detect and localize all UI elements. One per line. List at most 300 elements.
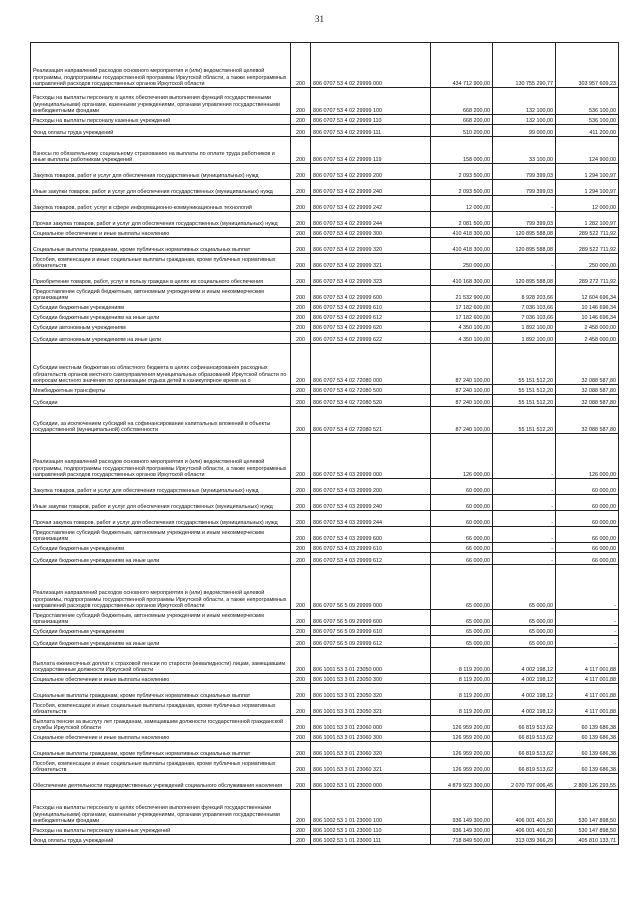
unexecuted-amount-cell: - <box>556 610 619 626</box>
table-row <box>31 553 619 565</box>
approved-amount-cell: 21 532 900,00 <box>431 286 493 302</box>
executed-amount-cell: - <box>493 527 556 543</box>
executed-amount-cell: - <box>493 254 556 270</box>
classification-code-cell: 806 0707 53 4 03 29999 612 <box>311 553 431 565</box>
table-row <box>31 674 619 684</box>
classification-code-cell: 806 0707 56 5 09 29999 612 <box>311 636 431 648</box>
line-code-cell: 200 <box>291 626 311 636</box>
expense-name-cell: Социальные выплаты гражданам, кроме публичных нормативных социальных выплат <box>31 238 291 254</box>
classification-code-cell: 806 0707 53 4 03 29999 000 <box>311 434 431 479</box>
line-code-cell: 200 <box>291 700 311 716</box>
approved-amount-cell: 8 119 200,00 <box>431 700 493 716</box>
table-row <box>31 758 619 774</box>
approved-amount-cell: 126 959 200,00 <box>431 758 493 774</box>
expense-name-cell: Субсидии автономным учреждениям на иные цели <box>31 332 291 344</box>
classification-code-cell: 806 0707 53 4 02 29999 600 <box>311 286 431 302</box>
line-code-cell: 200 <box>291 43 311 88</box>
approved-amount-cell: 87 240 100,00 <box>431 395 493 407</box>
classification-code-cell: 806 0707 53 4 02 29999 320 <box>311 238 431 254</box>
approved-amount-cell: 87 240 100,00 <box>431 344 493 385</box>
line-code-cell: 200 <box>291 395 311 407</box>
executed-amount-cell: - <box>493 543 556 553</box>
approved-amount-cell: 87 240 100,00 <box>431 385 493 395</box>
expense-name-cell: Расходы на выплаты персоналу в целях обеспечения выполнения функций государственными (муниципальными) органами, казенными учреждениями, органами управления государственными внебюджетными фондами <box>31 88 291 115</box>
line-code-cell: 200 <box>291 553 311 565</box>
expense-name-cell: Реализация направлений расходов основного мероприятия и (или) ведомственной целевой программы, подпрограммы государственной программы Иркутской области, а также непрограммных направлений расходов государственных органов Иркутской области <box>31 565 291 610</box>
classification-code-cell: 806 0707 53 4 02 29999 300 <box>311 228 431 238</box>
classification-code-cell: 806 1001 53 3 01 23050 320 <box>311 684 431 700</box>
table-row <box>31 648 619 674</box>
expense-name-cell: Субсидии бюджетным учреждениям <box>31 543 291 553</box>
table-row <box>31 732 619 742</box>
unexecuted-amount-cell: 303 957 609,23 <box>556 43 619 88</box>
table-row <box>31 610 619 626</box>
executed-amount-cell: 132 100,00 <box>493 115 556 125</box>
classification-code-cell: 806 0707 53 4 02 29999 200 <box>311 164 431 180</box>
line-code-cell: 200 <box>291 407 311 434</box>
line-code-cell: 200 <box>291 254 311 270</box>
executed-amount-cell: 55 151 512,20 <box>493 407 556 434</box>
approved-amount-cell: 434 712 900,00 <box>431 43 493 88</box>
unexecuted-amount-cell: 126 000,00 <box>556 434 619 479</box>
executed-amount-cell: 55 151 512,20 <box>493 395 556 407</box>
classification-code-cell: 806 0707 53 4 03 29999 600 <box>311 527 431 543</box>
table-row <box>31 137 619 164</box>
expense-name-cell: Пособия, компенсации и иные социальные выплаты гражданам, кроме публичных нормативных обязательств <box>31 700 291 716</box>
classification-code-cell: 806 0707 53 4 02 29999 110 <box>311 115 431 125</box>
unexecuted-amount-cell: 60 139 686,38 <box>556 742 619 758</box>
table-row <box>31 479 619 495</box>
expense-name-cell: Социальное обеспечение и иные выплаты населению <box>31 674 291 684</box>
unexecuted-amount-cell: 10 146 696,34 <box>556 302 619 312</box>
approved-amount-cell: 60 000,00 <box>431 511 493 527</box>
table-row <box>31 626 619 636</box>
classification-code-cell: 806 0707 53 4 02 29999 119 <box>311 137 431 164</box>
expense-name-cell: Предоставление субсидий бюджетным, автономным учреждениям и иным некоммерческим организациям <box>31 286 291 302</box>
classification-code-cell: 806 1001 53 3 01 23060 321 <box>311 758 431 774</box>
unexecuted-amount-cell: 289 522 711,92 <box>556 228 619 238</box>
unexecuted-amount-cell: 405 810 133,71 <box>556 835 619 845</box>
unexecuted-amount-cell: 1 294 100,97 <box>556 180 619 196</box>
executed-amount-cell: - <box>493 511 556 527</box>
approved-amount-cell: 718 849 500,00 <box>431 835 493 845</box>
expense-name-cell: Закупка товаров, работ и услуг для обеспечения государственных (муниципальных) нужд <box>31 164 291 180</box>
unexecuted-amount-cell: 124 900,00 <box>556 137 619 164</box>
table-row <box>31 270 619 286</box>
table-row <box>31 196 619 212</box>
table-row <box>31 716 619 732</box>
unexecuted-amount-cell: 12 000,00 <box>556 196 619 212</box>
executed-amount-cell: 99 000,00 <box>493 125 556 137</box>
approved-amount-cell: 410 418 300,00 <box>431 238 493 254</box>
executed-amount-cell: 4 002 198,12 <box>493 674 556 684</box>
table-body <box>31 43 619 845</box>
classification-code-cell: 806 1001 53 3 01 23060 000 <box>311 716 431 732</box>
unexecuted-amount-cell: - <box>556 626 619 636</box>
expense-name-cell: Субсидии бюджетным учреждениям на иные цели <box>31 636 291 648</box>
classification-code-cell: 806 1002 53 1 01 23000 111 <box>311 835 431 845</box>
unexecuted-amount-cell: 60 000,00 <box>556 495 619 511</box>
expense-name-cell: Фонд оплаты труда учреждений <box>31 835 291 845</box>
line-code-cell: 200 <box>291 286 311 302</box>
line-code-cell: 200 <box>291 479 311 495</box>
line-code-cell: 200 <box>291 835 311 845</box>
line-code-cell: 200 <box>291 137 311 164</box>
expense-name-cell: Взносы по обязательному социальному страхованию на выплаты по оплате труда работников и иные выплаты работникам учреждений <box>31 137 291 164</box>
table-row <box>31 495 619 511</box>
approved-amount-cell: 4 350 100,00 <box>431 332 493 344</box>
approved-amount-cell: 66 000,00 <box>431 543 493 553</box>
expense-name-cell: Социальные выплаты гражданам, кроме публичных нормативных социальных выплат <box>31 684 291 700</box>
unexecuted-amount-cell: 66 000,00 <box>556 553 619 565</box>
line-code-cell: 200 <box>291 88 311 115</box>
line-code-cell: 200 <box>291 543 311 553</box>
table-row <box>31 700 619 716</box>
unexecuted-amount-cell: 536 100,00 <box>556 115 619 125</box>
table-row <box>31 115 619 125</box>
unexecuted-amount-cell: 4 117 001,88 <box>556 684 619 700</box>
table-row <box>31 636 619 648</box>
expense-name-cell: Субсидии автономным учреждениям <box>31 322 291 332</box>
expense-name-cell: Субсидии, за исключением субсидий на софинансирование капитальных вложений в объекты государственной (муниципальной) собственности <box>31 407 291 434</box>
classification-code-cell: 806 0707 53 4 02 29999 100 <box>311 88 431 115</box>
executed-amount-cell: 799 399,03 <box>493 180 556 196</box>
classification-code-cell: 806 1002 53 1 01 23000 000 <box>311 774 431 790</box>
line-code-cell: 200 <box>291 684 311 700</box>
approved-amount-cell: 60 000,00 <box>431 479 493 495</box>
table-row <box>31 43 619 88</box>
classification-code-cell: 806 0707 53 4 02 72080 521 <box>311 407 431 434</box>
unexecuted-amount-cell: 60 000,00 <box>556 511 619 527</box>
approved-amount-cell: 4 879 923 300,00 <box>431 774 493 790</box>
approved-amount-cell: 66 000,00 <box>431 553 493 565</box>
executed-amount-cell: 799 399,03 <box>493 212 556 228</box>
unexecuted-amount-cell: 530 147 898,50 <box>556 790 619 825</box>
table-row <box>31 835 619 845</box>
classification-code-cell: 806 1001 53 3 01 23050 321 <box>311 700 431 716</box>
expense-name-cell: Субсидии бюджетным учреждениям <box>31 626 291 636</box>
executed-amount-cell: 1 892 100,00 <box>493 332 556 344</box>
expense-name-cell: Расходы на выплаты персоналу казенных учреждений <box>31 115 291 125</box>
line-code-cell: 200 <box>291 180 311 196</box>
approved-amount-cell: 2 081 500,00 <box>431 212 493 228</box>
classification-code-cell: 806 0707 53 4 02 29999 612 <box>311 312 431 322</box>
classification-code-cell: 806 0707 53 4 03 29999 244 <box>311 511 431 527</box>
executed-amount-cell: - <box>493 553 556 565</box>
expense-name-cell: Пособия, компенсации и иные социальные выплаты гражданам, кроме публичных нормативных обязательств <box>31 758 291 774</box>
line-code-cell: 200 <box>291 302 311 312</box>
table-row <box>31 774 619 790</box>
executed-amount-cell: 65 000,00 <box>493 565 556 610</box>
executed-amount-cell: 130 755 290,77 <box>493 43 556 88</box>
table-row <box>31 312 619 322</box>
approved-amount-cell: 126 959 200,00 <box>431 742 493 758</box>
line-code-cell: 200 <box>291 344 311 385</box>
executed-amount-cell: 65 000,00 <box>493 610 556 626</box>
unexecuted-amount-cell: 66 000,00 <box>556 543 619 553</box>
line-code-cell: 200 <box>291 212 311 228</box>
classification-code-cell: 806 1001 53 3 01 23060 320 <box>311 742 431 758</box>
executed-amount-cell: 2 070 797 006,45 <box>493 774 556 790</box>
executed-amount-cell: - <box>493 479 556 495</box>
executed-amount-cell: 66 819 513,62 <box>493 758 556 774</box>
approved-amount-cell: 668 200,00 <box>431 115 493 125</box>
executed-amount-cell: 4 002 198,12 <box>493 648 556 674</box>
expense-name-cell: Субсидии бюджетным учреждениям <box>31 302 291 312</box>
unexecuted-amount-cell: 289 522 711,92 <box>556 238 619 254</box>
expense-name-cell: Закупка товаров, работ, услуг в сфере информационно-коммуникационных технологий <box>31 196 291 212</box>
executed-amount-cell: 406 001 401,50 <box>493 825 556 835</box>
executed-amount-cell: 55 151 512,20 <box>493 385 556 395</box>
expense-name-cell: Реализация направлений расходов основного мероприятия и (или) ведомственной целевой программы, подпрограммы государственной программы Иркутской области, а также непрограммных направлений расходов государственных органов Иркутской области <box>31 43 291 88</box>
executed-amount-cell: 66 819 513,62 <box>493 742 556 758</box>
line-code-cell: 200 <box>291 238 311 254</box>
approved-amount-cell: 410 418 300,00 <box>431 228 493 238</box>
unexecuted-amount-cell: 536 100,00 <box>556 88 619 115</box>
table-row <box>31 790 619 825</box>
executed-amount-cell: - <box>493 434 556 479</box>
line-code-cell: 200 <box>291 636 311 648</box>
expense-name-cell: Прочая закупка товаров, работ и услуг для обеспечения государственных (муниципальных) нужд <box>31 212 291 228</box>
unexecuted-amount-cell: 530 147 898,50 <box>556 825 619 835</box>
expense-name-cell: Субсидии <box>31 395 291 407</box>
expense-name-cell: Пособия, компенсации и иные социальные выплаты гражданам, кроме публичных нормативных обязательств <box>31 254 291 270</box>
executed-amount-cell: 1 892 100,00 <box>493 322 556 332</box>
expense-name-cell: Социальное обеспечение и иные выплаты населению <box>31 732 291 742</box>
approved-amount-cell: 65 000,00 <box>431 565 493 610</box>
approved-amount-cell: 250 000,00 <box>431 254 493 270</box>
unexecuted-amount-cell: 1 294 100,97 <box>556 164 619 180</box>
classification-code-cell: 806 0707 53 4 03 29999 200 <box>311 479 431 495</box>
expense-name-cell: Обеспечение деятельности подведомственных учреждений социального обслуживания населения <box>31 774 291 790</box>
line-code-cell: 200 <box>291 164 311 180</box>
line-code-cell: 200 <box>291 115 311 125</box>
expense-name-cell: Субсидии бюджетным учреждениям на иные цели <box>31 553 291 565</box>
classification-code-cell: 806 0707 53 4 03 29999 240 <box>311 495 431 511</box>
classification-code-cell: 806 0707 53 4 02 29999 323 <box>311 270 431 286</box>
executed-amount-cell: 66 819 513,62 <box>493 732 556 742</box>
line-code-cell: 200 <box>291 758 311 774</box>
unexecuted-amount-cell: 4 117 001,88 <box>556 700 619 716</box>
table-row <box>31 684 619 700</box>
classification-code-cell: 806 0707 53 4 02 72080 500 <box>311 385 431 395</box>
executed-amount-cell: - <box>493 196 556 212</box>
unexecuted-amount-cell: 2 458 000,00 <box>556 322 619 332</box>
line-code-cell: 200 <box>291 125 311 137</box>
line-code-cell: 200 <box>291 434 311 479</box>
unexecuted-amount-cell: 66 000,00 <box>556 527 619 543</box>
line-code-cell: 200 <box>291 716 311 732</box>
line-code-cell: 200 <box>291 742 311 758</box>
executed-amount-cell: 7 036 103,66 <box>493 302 556 312</box>
classification-code-cell: 806 1002 53 1 01 23000 100 <box>311 790 431 825</box>
unexecuted-amount-cell: 289 272 711,92 <box>556 270 619 286</box>
expense-name-cell: Реализация направлений расходов основного мероприятия и (или) ведомственной целевой программы, подпрограммы государственной программы Иркутской области, а также непрограммных направлений расходов государственных органов Иркутской области <box>31 434 291 479</box>
classification-code-cell: 806 0707 53 4 02 29999 000 <box>311 43 431 88</box>
classification-code-cell: 806 0707 56 5 09 29999 000 <box>311 565 431 610</box>
expense-name-cell: Иные закупки товаров, работ и услуг для обеспечения государственных (муниципальных) нужд <box>31 495 291 511</box>
executed-amount-cell: 7 036 103,66 <box>493 312 556 322</box>
table-row <box>31 88 619 115</box>
approved-amount-cell: 126 959 200,00 <box>431 716 493 732</box>
line-code-cell: 200 <box>291 732 311 742</box>
line-code-cell: 200 <box>291 648 311 674</box>
table-row <box>31 302 619 312</box>
classification-code-cell: 806 1001 53 3 01 23060 300 <box>311 732 431 742</box>
table-row <box>31 825 619 835</box>
table-row <box>31 228 619 238</box>
unexecuted-amount-cell: 60 139 686,38 <box>556 758 619 774</box>
classification-code-cell: 806 0707 53 4 02 72080 520 <box>311 395 431 407</box>
approved-amount-cell: 936 149 300,00 <box>431 790 493 825</box>
table-row <box>31 322 619 332</box>
classification-code-cell: 806 0707 53 4 02 29999 111 <box>311 125 431 137</box>
approved-amount-cell: 65 000,00 <box>431 636 493 648</box>
approved-amount-cell: 8 119 200,00 <box>431 674 493 684</box>
expense-name-cell: Субсидии местным бюджетам из областного бюджета в целях софинансирования расходных обязательств органов местного самоуправления муниципальных образований Иркутской области по вопросам местного значения по организации отдыха детей в каникулярное время на о <box>31 344 291 385</box>
expense-name-cell: Межбюджетные трансферты <box>31 385 291 395</box>
line-code-cell: 200 <box>291 332 311 344</box>
expense-name-cell: Прочая закупка товаров, работ и услуг для обеспечения государственных (муниципальных) нужд <box>31 511 291 527</box>
line-code-cell: 200 <box>291 312 311 322</box>
classification-code-cell: 806 1002 53 1 01 23000 110 <box>311 825 431 835</box>
approved-amount-cell: 410 168 300,00 <box>431 270 493 286</box>
executed-amount-cell: 406 001 401,50 <box>493 790 556 825</box>
unexecuted-amount-cell: 4 117 001,88 <box>556 674 619 684</box>
line-code-cell: 200 <box>291 527 311 543</box>
executed-amount-cell: 66 819 513,62 <box>493 716 556 732</box>
table-row <box>31 511 619 527</box>
approved-amount-cell: 60 000,00 <box>431 495 493 511</box>
expense-name-cell: Расходы на выплаты персоналу казенных учреждений <box>31 825 291 835</box>
line-code-cell: 200 <box>291 228 311 238</box>
classification-code-cell: 806 0707 53 4 02 29999 610 <box>311 302 431 312</box>
approved-amount-cell: 66 000,00 <box>431 527 493 543</box>
table-row <box>31 180 619 196</box>
classification-code-cell: 806 0707 53 4 02 29999 622 <box>311 332 431 344</box>
approved-amount-cell: 158 000,00 <box>431 137 493 164</box>
table-row <box>31 238 619 254</box>
unexecuted-amount-cell: 250 000,00 <box>556 254 619 270</box>
table-row <box>31 212 619 228</box>
table-row <box>31 434 619 479</box>
unexecuted-amount-cell: 12 604 696,34 <box>556 286 619 302</box>
expense-name-cell: Иные закупки товаров, работ и услуг для обеспечения государственных (муниципальных) нужд <box>31 180 291 196</box>
line-code-cell: 200 <box>291 825 311 835</box>
unexecuted-amount-cell: 60 000,00 <box>556 479 619 495</box>
classification-code-cell: 806 0707 53 4 03 29999 610 <box>311 543 431 553</box>
line-code-cell: 200 <box>291 565 311 610</box>
unexecuted-amount-cell: 60 139 686,38 <box>556 716 619 732</box>
unexecuted-amount-cell: 32 088 587,80 <box>556 385 619 395</box>
table-row <box>31 344 619 385</box>
classification-code-cell: 806 0707 56 5 09 29999 610 <box>311 626 431 636</box>
classification-code-cell: 806 0707 53 4 02 29999 242 <box>311 196 431 212</box>
executed-amount-cell: 4 002 198,12 <box>493 700 556 716</box>
executed-amount-cell: 65 000,00 <box>493 626 556 636</box>
line-code-cell: 200 <box>291 610 311 626</box>
unexecuted-amount-cell: 60 139 686,38 <box>556 732 619 742</box>
expense-name-cell: Социальные выплаты гражданам, кроме публичных нормативных социальных выплат <box>31 742 291 758</box>
approved-amount-cell: 126 000,00 <box>431 434 493 479</box>
unexecuted-amount-cell: 2 809 126 293,55 <box>556 774 619 790</box>
approved-amount-cell: 668 200,00 <box>431 88 493 115</box>
table-row <box>31 407 619 434</box>
classification-code-cell: 806 0707 56 5 09 29999 600 <box>311 610 431 626</box>
classification-code-cell: 806 0707 53 4 02 29999 240 <box>311 180 431 196</box>
table-row <box>31 395 619 407</box>
expense-name-cell: Предоставление субсидий бюджетным, автономным учреждениям и иным некоммерческим организациям <box>31 610 291 626</box>
classification-code-cell: 806 0707 53 4 02 29999 620 <box>311 322 431 332</box>
classification-code-cell: 806 0707 53 4 02 72080 000 <box>311 344 431 385</box>
approved-amount-cell: 8 119 200,00 <box>431 684 493 700</box>
expense-name-cell: Субсидии бюджетным учреждениям на иные цели <box>31 312 291 322</box>
table-row <box>31 286 619 302</box>
unexecuted-amount-cell: 411 200,00 <box>556 125 619 137</box>
unexecuted-amount-cell: 1 282 100,97 <box>556 212 619 228</box>
expense-name-cell: Выплата ежемесячных доплат к страховой пенсии по старости (инвалидности) лицам, замещавшим государственные должности Иркутской области <box>31 648 291 674</box>
line-code-cell: 200 <box>291 790 311 825</box>
expense-name-cell: Фонд оплаты труда учреждений <box>31 125 291 137</box>
table-row <box>31 385 619 395</box>
approved-amount-cell: 87 240 100,00 <box>431 407 493 434</box>
unexecuted-amount-cell: 10 146 696,34 <box>556 312 619 322</box>
executed-amount-cell: 8 928 203,66 <box>493 286 556 302</box>
approved-amount-cell: 65 000,00 <box>431 626 493 636</box>
unexecuted-amount-cell: 32 088 587,80 <box>556 395 619 407</box>
expense-name-cell: Предоставление субсидий бюджетным, автономным учреждениям и иным некоммерческим организациям <box>31 527 291 543</box>
expense-name-cell: Выплата пенсии за выслугу лет гражданам, замещавшим должности государственной гражданской службы Иркутской области <box>31 716 291 732</box>
unexecuted-amount-cell: - <box>556 565 619 610</box>
unexecuted-amount-cell: 4 117 001,88 <box>556 648 619 674</box>
approved-amount-cell: 2 093 500,00 <box>431 164 493 180</box>
approved-amount-cell: 936 149 300,00 <box>431 825 493 835</box>
table-row <box>31 254 619 270</box>
approved-amount-cell: 510 200,00 <box>431 125 493 137</box>
line-code-cell: 200 <box>291 774 311 790</box>
unexecuted-amount-cell: - <box>556 636 619 648</box>
expense-name-cell: Закупка товаров, работ и услуг для обеспечения государственных (муниципальных) нужд <box>31 479 291 495</box>
executed-amount-cell: 65 000,00 <box>493 636 556 648</box>
table-row <box>31 527 619 543</box>
line-code-cell: 200 <box>291 385 311 395</box>
classification-code-cell: 806 1001 53 3 01 23050 300 <box>311 674 431 684</box>
line-code-cell: 200 <box>291 322 311 332</box>
approved-amount-cell: 4 350 100,00 <box>431 322 493 332</box>
line-code-cell: 200 <box>291 196 311 212</box>
classification-code-cell: 806 1001 53 3 01 23050 000 <box>311 648 431 674</box>
approved-amount-cell: 2 093 500,00 <box>431 180 493 196</box>
executed-amount-cell: 120 895 588,08 <box>493 238 556 254</box>
table-row <box>31 742 619 758</box>
classification-code-cell: 806 0707 53 4 02 29999 244 <box>311 212 431 228</box>
approved-amount-cell: 126 959 200,00 <box>431 732 493 742</box>
executed-amount-cell: 4 002 198,12 <box>493 684 556 700</box>
budget-execution-table <box>30 42 619 845</box>
executed-amount-cell: 313 039 366,29 <box>493 835 556 845</box>
executed-amount-cell: 132 100,00 <box>493 88 556 115</box>
executed-amount-cell: 120 895 588,08 <box>493 270 556 286</box>
table-row <box>31 164 619 180</box>
unexecuted-amount-cell: 32 088 587,80 <box>556 407 619 434</box>
page-number: 31 <box>315 14 324 24</box>
unexecuted-amount-cell: 32 088 587,80 <box>556 344 619 385</box>
table-row <box>31 125 619 137</box>
line-code-cell: 200 <box>291 511 311 527</box>
approved-amount-cell: 8 119 200,00 <box>431 648 493 674</box>
line-code-cell: 200 <box>291 674 311 684</box>
executed-amount-cell: 55 151 512,20 <box>493 344 556 385</box>
